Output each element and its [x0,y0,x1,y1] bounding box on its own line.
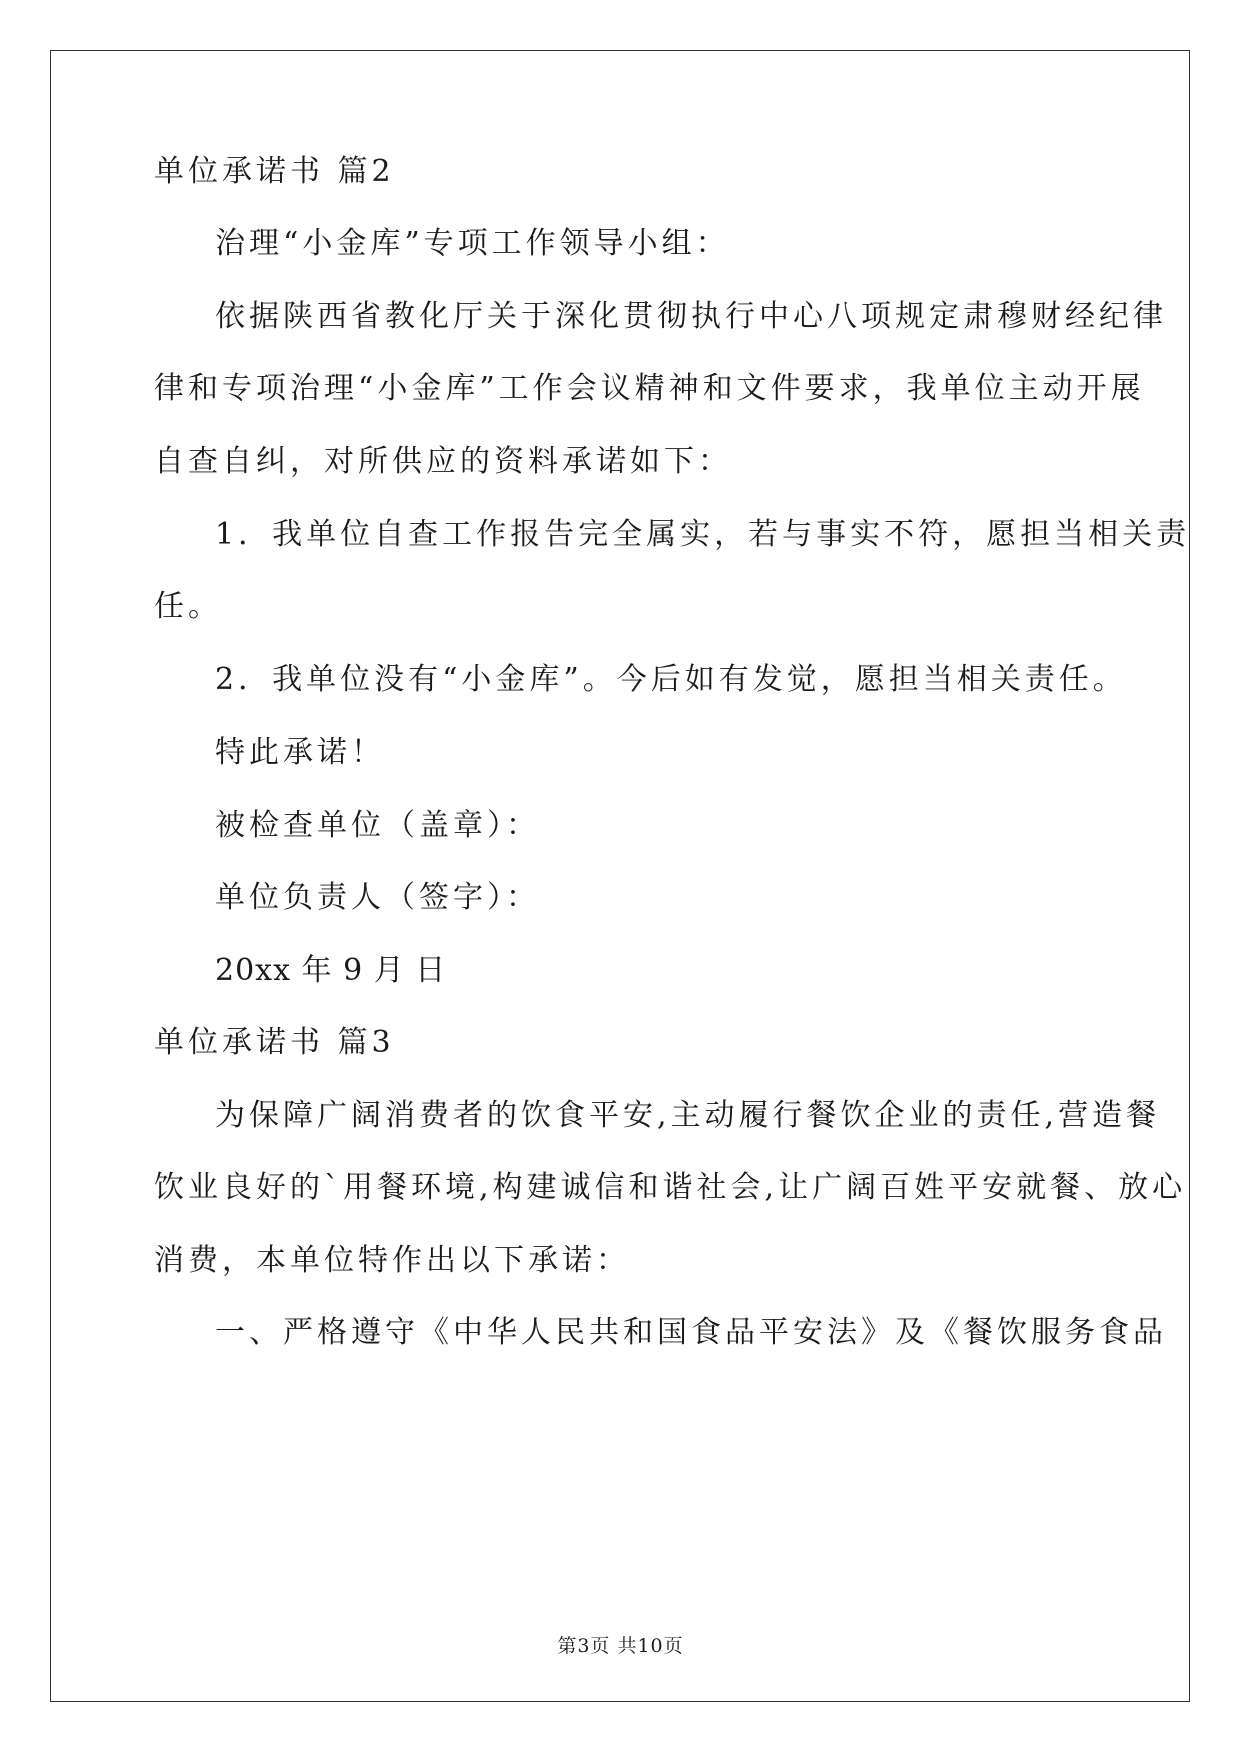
section-heading-2: 单位承诺书 篇2 [154,154,395,189]
section3-body-line-3: 消费，本单位特作出以下承诺： [154,1243,630,1278]
body-line-3: 自查自纠，对所供应的资料承诺如下： [154,444,732,479]
closing-text: 特此承诺！ [215,735,385,770]
item-2: 2．我单位没有“小金库”。今后如有发觉，愿担当相关责任。 [215,662,1127,697]
item-1-line-1: 1．我单位自查工作报告完全属实，若与事实不符，愿担当相关责 [215,517,1191,552]
page-number-footer: 第3页 共10页 [557,1635,684,1657]
page-border [50,50,1190,1702]
signature-label: 单位负责人（签字）： [215,880,540,915]
item-1-line-2: 任。 [154,589,222,624]
section3-body-line-4: 一、严格遵守《中华人民共和国食品平安法》及《餐饮服务食品 [215,1315,1167,1350]
section3-body-line-1: 为保障广阔消费者的饮食平安,主动履行餐饮企业的责任,营造餐 [215,1098,1161,1133]
section3-body-line-2: 饮业良好的`用餐环境,构建诚信和谐社会,让广阔百姓平安就餐、放心 [154,1170,1187,1205]
seal-label: 被检查单位（盖章）： [215,808,540,843]
body-line-1: 依据陕西省教化厅关于深化贯彻执行中心八项规定肃穆财经纪律 [215,299,1167,334]
salutation: 治理“小金库”专项工作领导小组： [215,226,730,261]
date-line: 20xx 年 9 月 日 [215,953,447,988]
section-heading-3: 单位承诺书 篇3 [154,1025,395,1060]
body-line-2: 律和专项治理“小金库”工作会议精神和文件要求，我单位主动开展 [154,371,1145,406]
